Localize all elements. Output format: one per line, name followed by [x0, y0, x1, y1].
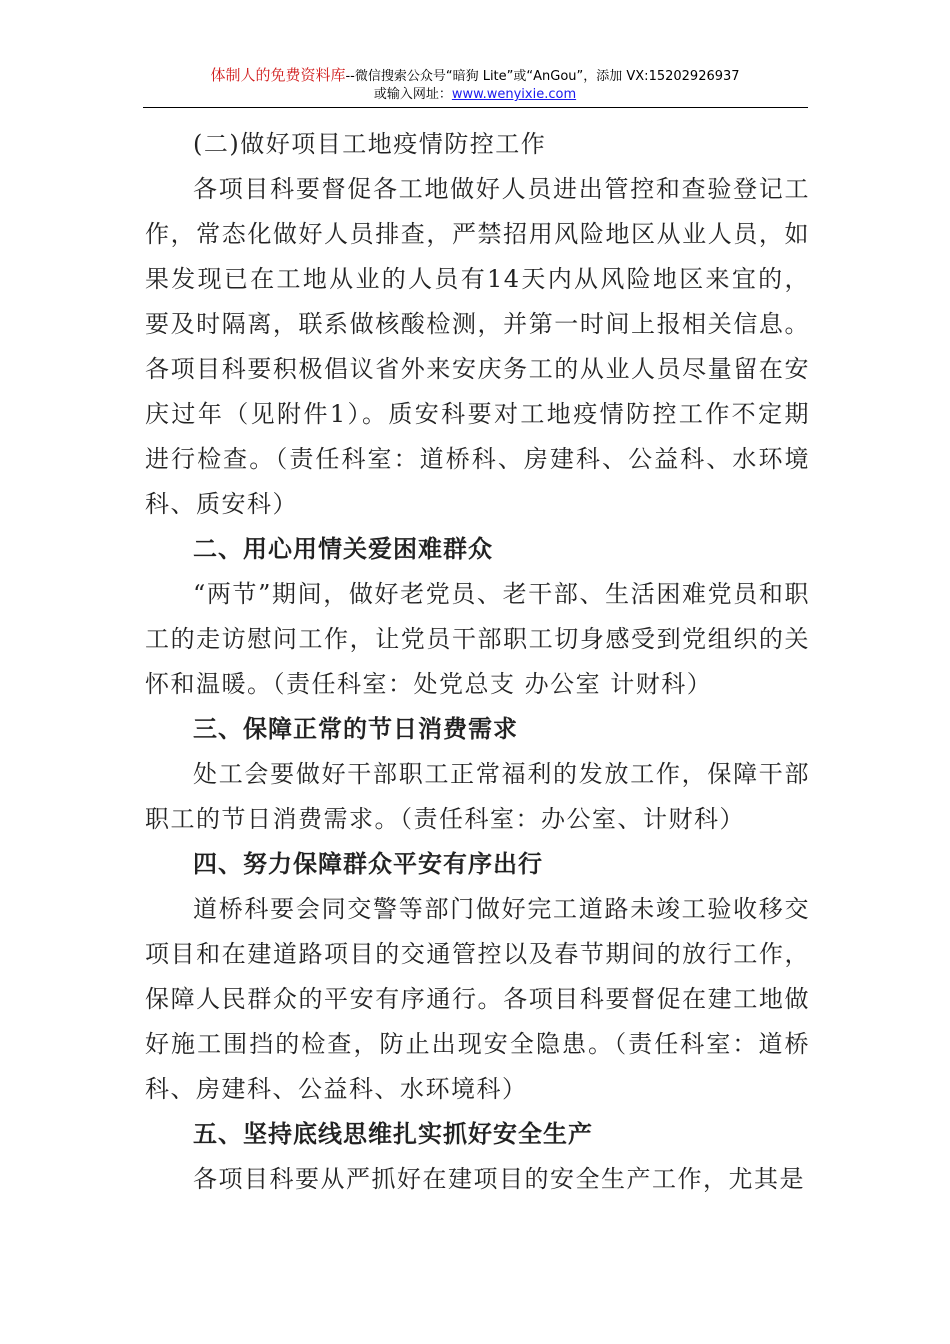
paragraph-safe-travel: 道桥科要会同交警等部门做好完工道路未竣工验收移交项目和在建道路项目的交通管控以及春节期间的放行工作，保障人民群众的平安有序通行。各项目科要督促在建工地做好施工围挡的检查，防止出现安全隐患。（责任科室：道桥科、房建科、公益科、水环境科）: [145, 895, 810, 1103]
paragraph-holiday-consumption: 处工会要做好干部职工正常福利的发放工作，保障干部职工的节日消费需求。（责任科室：办公室、计财科）: [145, 760, 810, 833]
header-divider: [143, 107, 808, 108]
section-heading-5: 五、坚持底线思维扎实抓好安全生产: [193, 1120, 593, 1148]
sub-heading: (二)做好项目工地疫情防控工作: [193, 130, 547, 158]
header-url-label: 或输入网址：: [373, 87, 452, 102]
paragraph-care-for-needy: “两节”期间，做好老党员、老干部、生活困难党员和职工的走访慰问工作，让党员干部职工切身感受到党组织的关怀和温暖。（责任科室：处党总支 办公室 计财科）: [145, 580, 810, 698]
paragraph-safety-production: 各项目科要从严抓好在建项目的安全生产工作，尤其是: [193, 1165, 805, 1193]
section-heading-2: 二、用心用情关爱困难群众: [193, 535, 493, 563]
section-heading-3: 三、保障正常的节日消费需求: [193, 715, 518, 743]
paragraph-epidemic-control: 各项目科要督促各工地做好人员进出管控和查验登记工作，常态化做好人员排查，严禁招用风险地区从业人员，如果发现已在工地从业的人员有14天内从风险地区来宜的，要及时隔离，联系做核酸检测，并第一时间上报相关信息。各项目科要积极倡议省外来安庆务工的从业人员尽量留在安庆过年（见附件1）。质安科要对工地疫情防控工作不定期进行检查。（责任科室：道桥科、房建科、公益科、水环境科、质安科）: [145, 175, 810, 518]
header-brand: 体制人的免费资料库: [210, 66, 346, 84]
document-body: [145, 122, 810, 1202]
watermark-header: [140, 66, 810, 104]
section-heading-4: 四、努力保障群众平安有序出行: [193, 850, 543, 878]
header-url-line: [140, 86, 810, 104]
header-url-link[interactable]: www.wenyixie.com: [451, 87, 577, 102]
header-tagline: --微信搜索公众号“暗狗 Lite”或“AnGou”，添加 VX:15202926937: [345, 69, 740, 84]
